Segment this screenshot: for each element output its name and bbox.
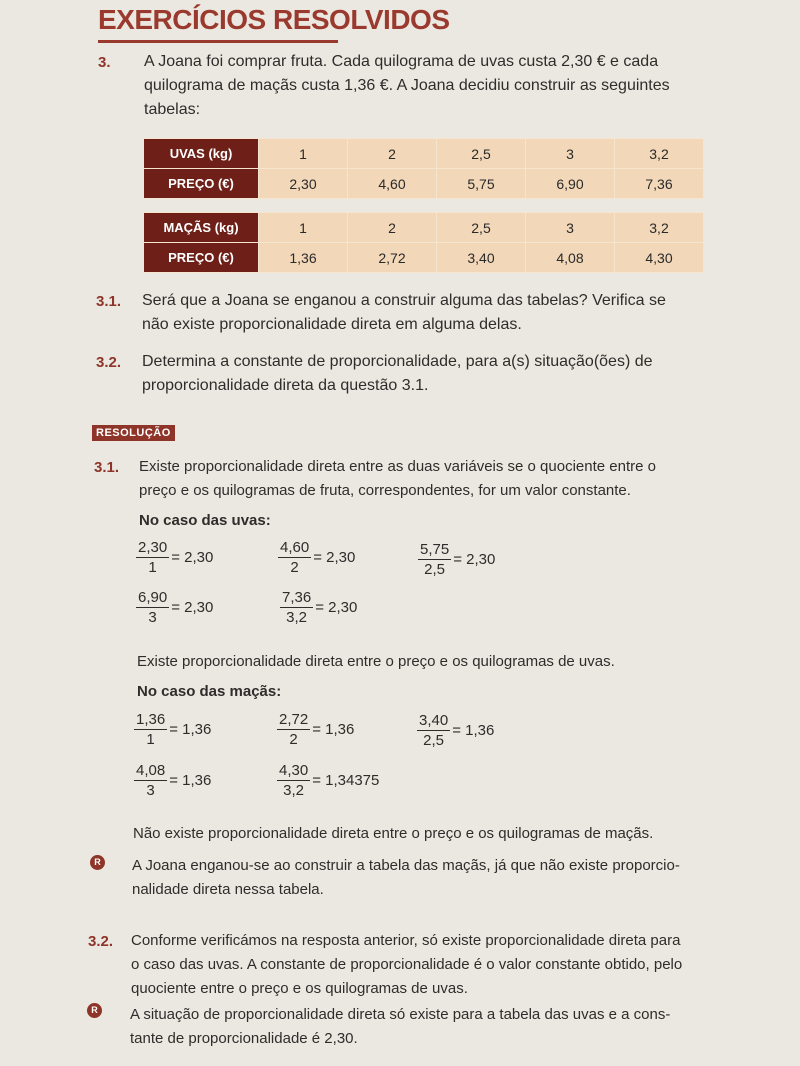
resolution-number: 3.2. xyxy=(88,933,114,950)
table-cell: 3,2 xyxy=(615,213,704,243)
question-line: não existe proporcionalidade direta em alguma delas. xyxy=(142,316,522,333)
table-cell: 2 xyxy=(348,213,437,243)
answer-line: tante de proporcionalidade é 2,30. xyxy=(130,1030,358,1047)
numerator: 4,08 xyxy=(136,762,166,779)
resolution-number: 3.1. xyxy=(94,459,120,476)
table-cell: 3,40 xyxy=(437,243,526,273)
problem-number: 3. xyxy=(98,54,111,71)
table-uvas xyxy=(143,138,704,199)
fraction xyxy=(134,761,211,800)
title-underline xyxy=(98,40,338,43)
numerator: 7,36 xyxy=(282,589,312,606)
table-cell: 1 xyxy=(259,139,348,169)
resolution-3-1-text xyxy=(139,455,739,503)
answer-3-1 xyxy=(132,854,752,902)
denominator: 3,2 xyxy=(283,782,305,799)
question-line: Será que a Joana se enganou a construir alguma das tabelas? Verifica se xyxy=(142,292,666,309)
table-cell: 2,5 xyxy=(437,139,526,169)
denominator: 2 xyxy=(290,559,299,576)
table-cell: 1 xyxy=(259,213,348,243)
denominator: 2 xyxy=(289,731,298,748)
fraction xyxy=(417,711,494,750)
table-cell: 3 xyxy=(526,213,615,243)
question-line: Determina a constante de proporcionalidade, para a(s) situação(ões) de xyxy=(142,353,653,370)
table-cell: 3 xyxy=(526,139,615,169)
problem-line: A Joana foi comprar fruta. Cada quilograma de uvas custa 2,30 € e cada xyxy=(144,53,659,70)
numerator: 5,75 xyxy=(420,541,450,558)
answer-line: nalidade direta nessa tabela. xyxy=(132,881,324,898)
numerator: 2,72 xyxy=(279,711,309,728)
resolution-line: quociente entre o preço e os quilogramas de uvas. xyxy=(131,980,468,997)
denominator: 3,2 xyxy=(286,609,308,626)
denominator: 3 xyxy=(148,609,157,626)
fraction xyxy=(136,588,213,627)
fraction-result: = 1,36 xyxy=(169,772,212,789)
numerator: 1,36 xyxy=(136,711,166,728)
table-cell: 6,90 xyxy=(526,169,615,199)
answer-line: A Joana enganou-se ao construir a tabela das maçãs, já que não existe proporcio- xyxy=(132,857,680,874)
table-cell: 4,08 xyxy=(526,243,615,273)
question-line: proporcionalidade direta da questão 3.1. xyxy=(142,377,429,394)
macas-heading: No caso das maçãs: xyxy=(137,683,282,700)
denominator: 1 xyxy=(148,559,157,576)
numerator: 4,30 xyxy=(279,762,309,779)
answer-line: A situação de proporcionalidade direta só existe para a tabela das uvas e a cons- xyxy=(130,1006,671,1023)
question-number: 3.2. xyxy=(96,354,122,371)
answer-3-2 xyxy=(130,1003,770,1051)
fraction xyxy=(418,540,495,579)
numerator: 4,60 xyxy=(280,539,310,556)
numerator: 3,40 xyxy=(419,712,449,729)
row-header: MAÇÃS (kg) xyxy=(144,213,259,243)
fraction xyxy=(277,761,379,800)
table-row xyxy=(144,213,704,243)
table-cell: 2,5 xyxy=(437,213,526,243)
table-cell: 7,36 xyxy=(615,169,704,199)
answer-mark-icon: R xyxy=(87,1003,102,1018)
table-cell: 2,72 xyxy=(348,243,437,273)
fraction-result: = 1,36 xyxy=(169,721,212,738)
fraction-result: = 2,30 xyxy=(313,549,356,566)
table-row xyxy=(144,243,704,273)
resolution-line: o caso das uvas. A constante de proporcionalidade é o valor constante obtido, pelo xyxy=(131,956,683,973)
numerator: 2,30 xyxy=(138,539,168,556)
uvas-heading: No caso das uvas: xyxy=(139,512,271,529)
fraction xyxy=(277,710,354,749)
fraction xyxy=(136,538,213,577)
answer-mark-icon: R xyxy=(90,855,105,870)
fraction-result: = 2,30 xyxy=(315,599,358,616)
denominator: 2,5 xyxy=(424,561,446,578)
uvas-conclusion: Existe proporcionalidade direta entre o preço e os quilogramas de uvas. xyxy=(137,653,615,670)
table-macas xyxy=(143,212,704,273)
denominator: 2,5 xyxy=(423,732,445,749)
question-3-1 xyxy=(142,289,722,337)
table-cell: 3,2 xyxy=(615,139,704,169)
resolution-line: preço e os quilogramas de fruta, correspondentes, for um valor constante. xyxy=(139,482,631,499)
resolution-3-2-text xyxy=(131,929,771,1001)
row-header: PREÇO (€) xyxy=(144,243,259,273)
resolution-badge: RESOLUÇÃO xyxy=(92,425,175,441)
fraction-result: = 1,34375 xyxy=(312,772,380,789)
denominator: 1 xyxy=(146,731,155,748)
fraction-result: = 1,36 xyxy=(452,722,495,739)
fraction-result: = 2,30 xyxy=(171,599,214,616)
fraction-result: = 2,30 xyxy=(171,549,214,566)
problem-statement xyxy=(144,50,714,122)
macas-conclusion: Não existe proporcionalidade direta entre o preço e os quilogramas de maçãs. xyxy=(133,825,654,842)
table-cell: 4,60 xyxy=(348,169,437,199)
problem-line: quilograma de maçãs custa 1,36 €. A Joana decidiu construir as seguintes xyxy=(144,77,670,94)
fraction xyxy=(278,538,355,577)
fraction xyxy=(134,710,211,749)
question-3-2 xyxy=(142,350,722,398)
denominator: 3 xyxy=(146,782,155,799)
fraction-result: = 1,36 xyxy=(312,721,355,738)
table-cell: 1,36 xyxy=(259,243,348,273)
fraction-result: = 2,30 xyxy=(453,551,496,568)
problem-line: tabelas: xyxy=(144,101,201,118)
table-cell: 4,30 xyxy=(615,243,704,273)
table-cell: 5,75 xyxy=(437,169,526,199)
resolution-line: Existe proporcionalidade direta entre as duas variáveis se o quociente entre o xyxy=(139,458,656,475)
table-cell: 2,30 xyxy=(259,169,348,199)
table-row xyxy=(144,139,704,169)
table-row xyxy=(144,169,704,199)
row-header: PREÇO (€) xyxy=(144,169,259,199)
fraction xyxy=(280,588,357,627)
section-title: EXERCÍCIOS RESOLVIDOS xyxy=(98,4,450,35)
table-cell: 2 xyxy=(348,139,437,169)
resolution-line: Conforme verificámos na resposta anterior, só existe proporcionalidade direta para xyxy=(131,932,681,949)
numerator: 6,90 xyxy=(138,589,168,606)
question-number: 3.1. xyxy=(96,293,122,310)
row-header: UVAS (kg) xyxy=(144,139,259,169)
